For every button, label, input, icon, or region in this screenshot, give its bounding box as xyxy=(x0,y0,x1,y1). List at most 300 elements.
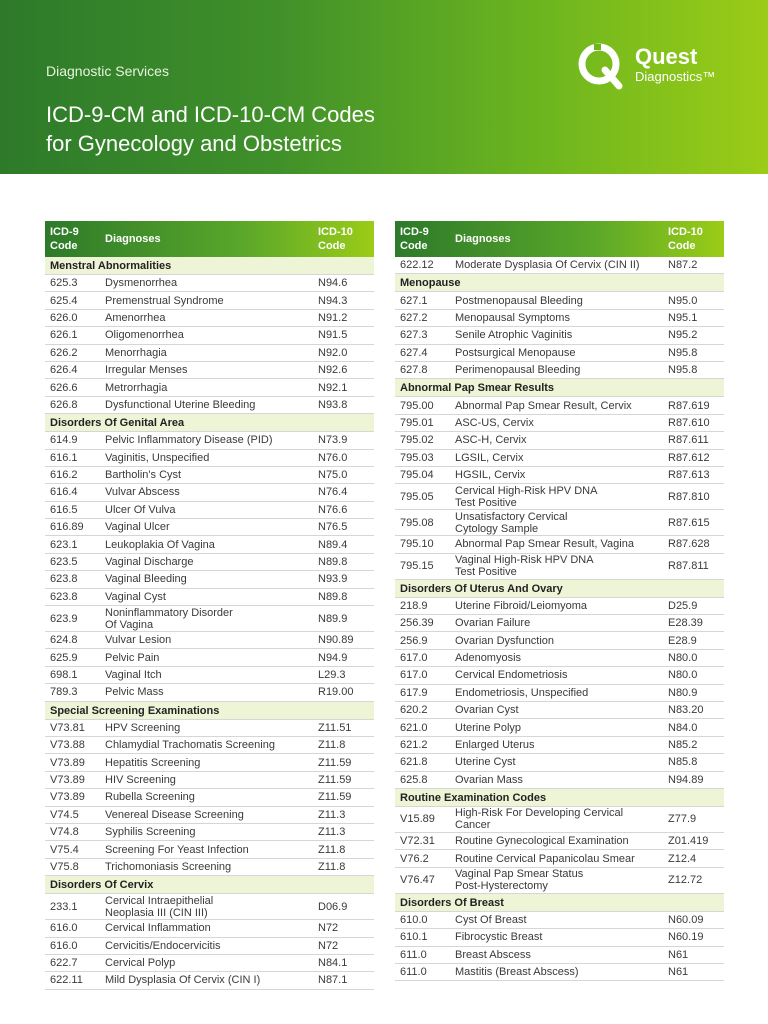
section-header: Menstral Abnormalities xyxy=(45,257,374,275)
icd9-code: 616.1 xyxy=(50,451,78,464)
icd9-code: 627.2 xyxy=(400,311,428,324)
diagnosis-line: Neoplasia III (CIN III) xyxy=(105,906,208,919)
diagnosis: Cervical Endometriosis xyxy=(455,669,568,682)
table-row xyxy=(45,432,374,449)
table-row xyxy=(395,450,724,467)
icd9-code: 622.11 xyxy=(50,974,83,987)
icd9-code: 616.4 xyxy=(50,486,78,499)
diagnosis: Menorrhagia xyxy=(105,346,167,359)
diagnosis: Trichomoniasis Screening xyxy=(105,860,232,873)
diagnosis: Enlarged Uterus xyxy=(455,739,535,751)
diagnosis: Venereal Disease Screening xyxy=(105,808,244,821)
icd10-code: N72 xyxy=(318,939,339,952)
icd9-code: 622.7 xyxy=(50,957,78,970)
icd9-code: 256.9 xyxy=(400,634,428,647)
icd9-code: 256.39 xyxy=(400,617,434,630)
table-row xyxy=(395,292,724,309)
icd9-code: 616.5 xyxy=(50,503,78,516)
diagnosis: Vaginal Itch xyxy=(105,669,162,681)
section-header: Special Screening Examinations xyxy=(45,702,374,720)
diagnosis: Vaginal Discharge xyxy=(105,556,194,569)
icd10-code: N80.0 xyxy=(668,669,698,682)
diagnosis: Ovarian Dysfunction xyxy=(455,634,555,647)
table-row xyxy=(395,327,724,344)
icd9-code: 623.9 xyxy=(50,612,78,625)
col-header-icd9: ICD-9 Code xyxy=(400,226,429,252)
codes-table-right xyxy=(395,221,724,981)
icd9-code: 621.8 xyxy=(400,756,428,769)
icd9-code: 218.9 xyxy=(400,599,428,612)
diagnosis: Mastitis (Breast Abscess) xyxy=(455,966,579,979)
table-row xyxy=(45,824,374,841)
table-body xyxy=(45,257,374,990)
diagnosis: Dysmenorrhea xyxy=(105,277,178,290)
diagnosis-line: Noninflammatory Disorder xyxy=(105,606,233,619)
icd10-code: Z11.59 xyxy=(318,791,352,804)
diagnosis: Adenomyosis xyxy=(455,652,522,665)
icd10-code: N94.6 xyxy=(318,277,348,290)
diagnosis: HPV Screening xyxy=(105,721,181,734)
icd10-code: N60.19 xyxy=(668,931,704,944)
icd10-code: R87.613 xyxy=(668,469,710,482)
icd9-code: 624.8 xyxy=(50,634,78,647)
table-row xyxy=(45,684,374,701)
diagnosis: Vulvar Abscess xyxy=(105,486,180,499)
diagnosis-line: High-Risk For Developing Cervical xyxy=(455,807,624,820)
icd9-code: 614.9 xyxy=(50,434,78,447)
diagnosis: Cervical Polyp xyxy=(105,957,176,970)
icd9-code: 611.0 xyxy=(400,948,427,961)
diagnosis: Vaginal Ulcer xyxy=(105,521,170,534)
icd9-code: V74.8 xyxy=(50,826,79,839)
table-header xyxy=(395,221,724,257)
icd10-code: Z12.4 xyxy=(668,852,697,865)
table-row xyxy=(45,397,374,414)
table-row xyxy=(45,754,374,771)
diagnosis xyxy=(455,807,668,831)
icd9-code: V73.89 xyxy=(50,756,85,769)
icd10-code: N93.9 xyxy=(318,573,348,586)
icd10-code: N60.09 xyxy=(668,913,704,926)
section-header: Disorders Of Breast xyxy=(395,894,724,912)
icd9-code: V76.2 xyxy=(400,852,429,865)
table-row xyxy=(395,737,724,754)
diagnosis-line: Post-Hysterectomy xyxy=(455,880,548,893)
icd9-code: 626.1 xyxy=(50,329,78,342)
table-row xyxy=(395,702,724,719)
icd10-code: E28.9 xyxy=(668,634,697,647)
table-row xyxy=(395,850,724,867)
diagnosis: Perimenopausal Bleeding xyxy=(455,364,581,377)
icd9-code: 611.0 xyxy=(400,966,427,979)
diagnosis: Cervicitis/Endocervicitis xyxy=(105,939,221,952)
icd9-code: 616.89 xyxy=(50,521,84,534)
icd10-code: N90.89 xyxy=(318,634,354,647)
table-row xyxy=(45,920,374,937)
icd9-code: 625.9 xyxy=(50,651,78,664)
diagnosis: Chlamydial Trachomatis Screening xyxy=(105,739,275,752)
icd10-code: N94.9 xyxy=(318,651,348,664)
icd10-code: Z11.59 xyxy=(318,773,352,786)
icd10-code: N94.3 xyxy=(318,294,348,307)
icd10-code: N73.9 xyxy=(318,434,348,447)
table-row xyxy=(395,912,724,929)
icd9-code: 795.02 xyxy=(400,434,434,447)
diagnosis xyxy=(455,485,668,509)
icd9-code: V15.89 xyxy=(400,813,435,826)
diagnosis xyxy=(455,511,668,535)
diagnosis: Ovarian Failure xyxy=(455,617,531,630)
icd9-code: 616.0 xyxy=(50,939,78,952)
diagnosis: Ovarian Mass xyxy=(455,773,523,786)
icd10-code: R87.612 xyxy=(668,451,710,464)
icd9-code: 616.0 xyxy=(50,922,78,935)
icd9-code: 617.0 xyxy=(400,669,428,682)
quest-logo-icon xyxy=(575,40,627,92)
icd9-code: V74.5 xyxy=(50,808,79,821)
icd10-code: N89.8 xyxy=(318,590,348,603)
logo-brand-text: Quest xyxy=(635,44,698,69)
diagnosis-line: Of Vagina xyxy=(105,618,154,631)
diagnosis: Moderate Dysplasia Of Cervix (CIN II) xyxy=(455,259,640,272)
icd9-code: V73.88 xyxy=(50,739,85,752)
icd10-code: Z11.59 xyxy=(318,756,352,769)
icd10-code: R87.610 xyxy=(668,416,710,429)
logo-sub-text: Diagnostics™ xyxy=(635,69,716,84)
icd9-code: 610.0 xyxy=(400,913,428,926)
icd10-code: N91.2 xyxy=(318,311,348,324)
diagnosis: Vaginal Bleeding xyxy=(105,573,187,586)
table-row xyxy=(45,632,374,649)
table-row xyxy=(395,554,724,580)
icd9-code: 627.1 xyxy=(400,294,428,307)
table-row xyxy=(395,536,724,553)
icd9-code: 620.2 xyxy=(400,704,428,717)
table-row xyxy=(45,606,374,632)
diagnosis: Pelvic Mass xyxy=(105,686,164,699)
icd10-code: N76.5 xyxy=(318,521,348,534)
icd10-code: N61 xyxy=(668,948,689,961)
table-row xyxy=(45,554,374,571)
diagnosis-line: Cytology Sample xyxy=(455,522,539,535)
icd10-code: Z11.8 xyxy=(318,860,346,873)
icd10-code: N76.4 xyxy=(318,486,348,499)
col-header-diagnoses: Diagnoses xyxy=(105,233,161,245)
icd10-code: E28.39 xyxy=(668,617,703,630)
icd9-code: 626.2 xyxy=(50,346,78,359)
table-row xyxy=(45,536,374,553)
diagnosis: Abnormal Pap Smear Result, Vagina xyxy=(455,538,634,551)
icd10-code: Z11.3 xyxy=(318,826,346,839)
table-row xyxy=(395,310,724,327)
table-row xyxy=(45,292,374,309)
icd10-code: Z01.419 xyxy=(668,835,709,848)
icd9-code: 789.3 xyxy=(50,686,78,699)
icd9-code: 626.8 xyxy=(50,398,78,411)
table-body xyxy=(395,257,724,981)
icd10-code: N76.6 xyxy=(318,503,348,516)
diagnosis: ASC-US, Cervix xyxy=(455,416,534,429)
icd10-code: N61 xyxy=(668,966,689,979)
diagnosis: Pelvic Inflammatory Disease (PID) xyxy=(105,434,273,447)
table-row xyxy=(45,275,374,292)
table-row xyxy=(45,310,374,327)
table-row xyxy=(395,484,724,510)
icd9-code: 610.1 xyxy=(400,931,428,944)
table-row xyxy=(45,467,374,484)
table-row xyxy=(395,685,724,702)
table-row xyxy=(395,598,724,615)
icd9-code: V75.4 xyxy=(50,843,79,856)
diagnosis xyxy=(105,895,318,919)
diagnosis: Vaginitis, Unspecified xyxy=(105,451,210,464)
diagnosis: Leukoplakia Of Vagina xyxy=(105,538,215,551)
icd9-code: 617.0 xyxy=(400,652,428,665)
codes-table-left xyxy=(45,221,374,990)
icd10-code: N94.89 xyxy=(668,773,704,786)
icd9-code: 627.3 xyxy=(400,329,428,342)
table-row xyxy=(45,789,374,806)
table-row xyxy=(395,257,724,274)
table-row xyxy=(395,929,724,946)
diagnosis: Vaginal Cyst xyxy=(105,590,166,603)
icd9-code: 795.05 xyxy=(400,490,434,503)
icd9-code: V73.89 xyxy=(50,791,85,804)
diagnosis: Breast Abscess xyxy=(455,948,531,961)
icd10-code: N95.8 xyxy=(668,364,698,377)
table-row xyxy=(45,571,374,588)
diagnosis-line: Unsatisfactory Cervical xyxy=(455,510,568,523)
icd10-code: N85.8 xyxy=(668,756,698,769)
diagnosis: Ulcer Of Vulva xyxy=(105,503,176,516)
table-row xyxy=(45,502,374,519)
icd10-code: N95.2 xyxy=(668,329,698,342)
icd10-code: Z11.51 xyxy=(318,721,352,734)
table-row xyxy=(45,807,374,824)
diagnosis: Cervical Inflammation xyxy=(105,922,211,935)
table-row xyxy=(45,859,374,876)
diagnosis-line: Test Positive xyxy=(455,496,517,509)
icd10-code: N91.5 xyxy=(318,329,348,342)
icd9-code: 626.6 xyxy=(50,381,78,394)
icd9-code: 621.2 xyxy=(400,739,428,751)
table-row xyxy=(45,379,374,396)
diagnosis-line: Cancer xyxy=(455,819,491,832)
diagnosis-line: Vaginal High-Risk HPV DNA xyxy=(455,554,594,567)
diagnosis: Syphilis Screening xyxy=(105,826,196,839)
icd10-code: L29.3 xyxy=(318,669,346,681)
diagnosis: Rubella Screening xyxy=(105,791,195,804)
icd9-code: 623.8 xyxy=(50,590,78,603)
table-row xyxy=(45,955,374,972)
diagnosis: Menopausal Symptoms xyxy=(455,311,570,324)
diagnosis: Dysfunctional Uterine Bleeding xyxy=(105,398,256,411)
diagnosis: Fibrocystic Breast xyxy=(455,931,543,944)
diagnosis xyxy=(455,554,668,578)
section-header: Disorders Of Genital Area xyxy=(45,414,374,432)
table-row xyxy=(45,938,374,955)
table-row xyxy=(395,868,724,894)
table-row xyxy=(395,807,724,833)
diagnosis-line: Cervical High-Risk HPV DNA xyxy=(455,484,598,497)
diagnosis: Postsurgical Menopause xyxy=(455,346,576,359)
table-row xyxy=(45,589,374,606)
table-row xyxy=(395,667,724,684)
icd9-code: 617.9 xyxy=(400,686,428,699)
table-row xyxy=(45,484,374,501)
page-title-line-2: for Gynecology and Obstetrics xyxy=(46,131,342,156)
diagnosis: Screening For Yeast Infection xyxy=(105,843,249,856)
icd10-code: Z11.8 xyxy=(318,739,346,752)
icd10-code: R87.810 xyxy=(668,490,710,503)
icd9-code: V73.81 xyxy=(50,721,85,734)
icd9-code: 627.8 xyxy=(400,364,428,377)
icd10-code: N95.8 xyxy=(668,346,698,359)
icd9-code: 795.04 xyxy=(400,469,434,482)
section-kicker: Diagnostic Services xyxy=(46,63,169,79)
icd9-code: 698.1 xyxy=(50,669,78,681)
icd9-code: 626.0 xyxy=(50,311,78,324)
diagnosis xyxy=(455,868,668,892)
icd9-code: 623.8 xyxy=(50,573,78,586)
header-banner xyxy=(0,0,768,174)
diagnosis: Bartholin's Cyst xyxy=(105,469,182,482)
diagnosis: Cyst Of Breast xyxy=(455,913,527,926)
diagnosis: Routine Gynecological Examination xyxy=(455,835,629,848)
icd9-code: 623.1 xyxy=(50,538,78,551)
diagnosis: HIV Screening xyxy=(105,773,176,786)
diagnosis-line: Test Positive xyxy=(455,566,517,579)
diagnosis: Vulvar Lesion xyxy=(105,634,172,647)
icd10-code: R87.628 xyxy=(668,538,710,551)
table-row xyxy=(395,397,724,414)
table-row xyxy=(395,615,724,632)
diagnosis: Amenorrhea xyxy=(105,311,166,324)
table-row xyxy=(45,737,374,754)
icd10-code: Z77.9 xyxy=(668,813,697,826)
icd10-code: R19.00 xyxy=(318,686,354,699)
icd10-code: R87.611 xyxy=(668,434,709,447)
icd10-code: N76.0 xyxy=(318,451,348,464)
icd10-code: N92.1 xyxy=(318,381,348,394)
icd9-code: V75.8 xyxy=(50,860,79,873)
icd10-code: R87.619 xyxy=(668,399,710,412)
icd10-code: N89.4 xyxy=(318,538,348,551)
table-row xyxy=(395,754,724,771)
icd10-code: Z11.3 xyxy=(318,808,346,821)
table-row xyxy=(395,415,724,432)
icd10-code: N83.20 xyxy=(668,704,704,717)
table-row xyxy=(45,894,374,920)
icd9-code: 621.0 xyxy=(400,721,428,734)
section-header: Disorders Of Uterus And Ovary xyxy=(395,580,724,598)
diagnosis: LGSIL, Cervix xyxy=(455,451,524,464)
icd10-code: N92.6 xyxy=(318,364,348,377)
diagnosis: Pelvic Pain xyxy=(105,651,160,664)
diagnosis: Abnormal Pap Smear Result, Cervix xyxy=(455,399,632,412)
icd9-code: 625.3 xyxy=(50,277,78,290)
icd9-code: 795.01 xyxy=(400,416,434,429)
diagnosis: Ovarian Cyst xyxy=(455,704,519,717)
diagnosis: Uterine Polyp xyxy=(455,721,522,734)
col-header-icd9: ICD-9 Code xyxy=(50,226,79,252)
icd10-code: N84.1 xyxy=(318,957,348,970)
icd10-code: N85.2 xyxy=(668,739,698,751)
icd9-code: V73.89 xyxy=(50,773,85,786)
page-title xyxy=(46,100,375,158)
table-row xyxy=(395,719,724,736)
icd9-code: 626.4 xyxy=(50,364,78,377)
col-header-icd10: ICD-10 Code xyxy=(318,226,353,252)
icd9-code: 625.8 xyxy=(400,773,428,786)
section-header: Routine Examination Codes xyxy=(395,789,724,807)
col-header-icd10: ICD-10 Code xyxy=(668,226,703,252)
icd10-code: N87.2 xyxy=(668,259,698,272)
diagnosis xyxy=(105,607,318,631)
icd10-code: N95.1 xyxy=(668,311,698,324)
diagnosis: Mild Dysplasia Of Cervix (CIN I) xyxy=(105,974,261,987)
diagnosis: Oligomenorrhea xyxy=(105,329,184,342)
diagnosis: Metrorrhagia xyxy=(105,381,168,394)
icd10-code: N84.0 xyxy=(668,721,698,734)
table-row xyxy=(45,450,374,467)
table-row xyxy=(395,650,724,667)
icd10-code: N80.0 xyxy=(668,652,698,665)
table-row xyxy=(395,964,724,981)
icd10-code: N92.0 xyxy=(318,346,348,359)
diagnosis: ASC-H, Cervix xyxy=(455,434,527,447)
diagnosis-line: Vaginal Pap Smear Status xyxy=(455,868,584,881)
icd10-code: N87.1 xyxy=(318,974,348,987)
col-header-diagnoses: Diagnoses xyxy=(455,233,511,245)
icd9-code: 625.4 xyxy=(50,294,78,307)
table-row xyxy=(45,972,374,989)
icd10-code: D25.9 xyxy=(668,599,698,612)
diagnosis: Uterine Fibroid/Leiomyoma xyxy=(455,599,588,612)
table-row xyxy=(45,772,374,789)
diagnosis: Uterine Cyst xyxy=(455,756,516,769)
table-row xyxy=(45,649,374,666)
table-row xyxy=(395,833,724,850)
table-row xyxy=(45,519,374,536)
icd9-code: 233.1 xyxy=(50,900,78,913)
page-title-line-1: ICD-9-CM and ICD-10-CM Codes xyxy=(46,102,375,127)
icd10-code: R87.615 xyxy=(668,516,710,529)
diagnosis-line: Cervical Intraepithelial xyxy=(105,894,214,907)
icd9-code: 795.00 xyxy=(400,399,434,412)
diagnosis: Irregular Menses xyxy=(105,364,188,377)
icd10-code: D06.9 xyxy=(318,900,348,913)
table-row xyxy=(45,327,374,344)
icd9-code: 795.08 xyxy=(400,516,434,529)
quest-logo xyxy=(575,40,735,90)
table-row xyxy=(395,345,724,362)
icd9-code: 623.5 xyxy=(50,556,78,569)
diagnosis: Endometriosis, Unspecified xyxy=(455,686,589,699)
icd9-code: 627.4 xyxy=(400,346,428,359)
section-header: Menopause xyxy=(395,274,724,292)
table-header xyxy=(45,221,374,257)
icd9-code: 622.12 xyxy=(400,259,434,272)
icd9-code: 795.15 xyxy=(400,560,434,573)
icd10-code: N89.9 xyxy=(318,612,348,625)
icd10-code: N80.9 xyxy=(668,686,698,699)
table-row xyxy=(395,632,724,649)
icd10-code: N93.8 xyxy=(318,398,348,411)
table-row xyxy=(395,432,724,449)
table-row xyxy=(395,362,724,379)
table-row xyxy=(395,510,724,536)
